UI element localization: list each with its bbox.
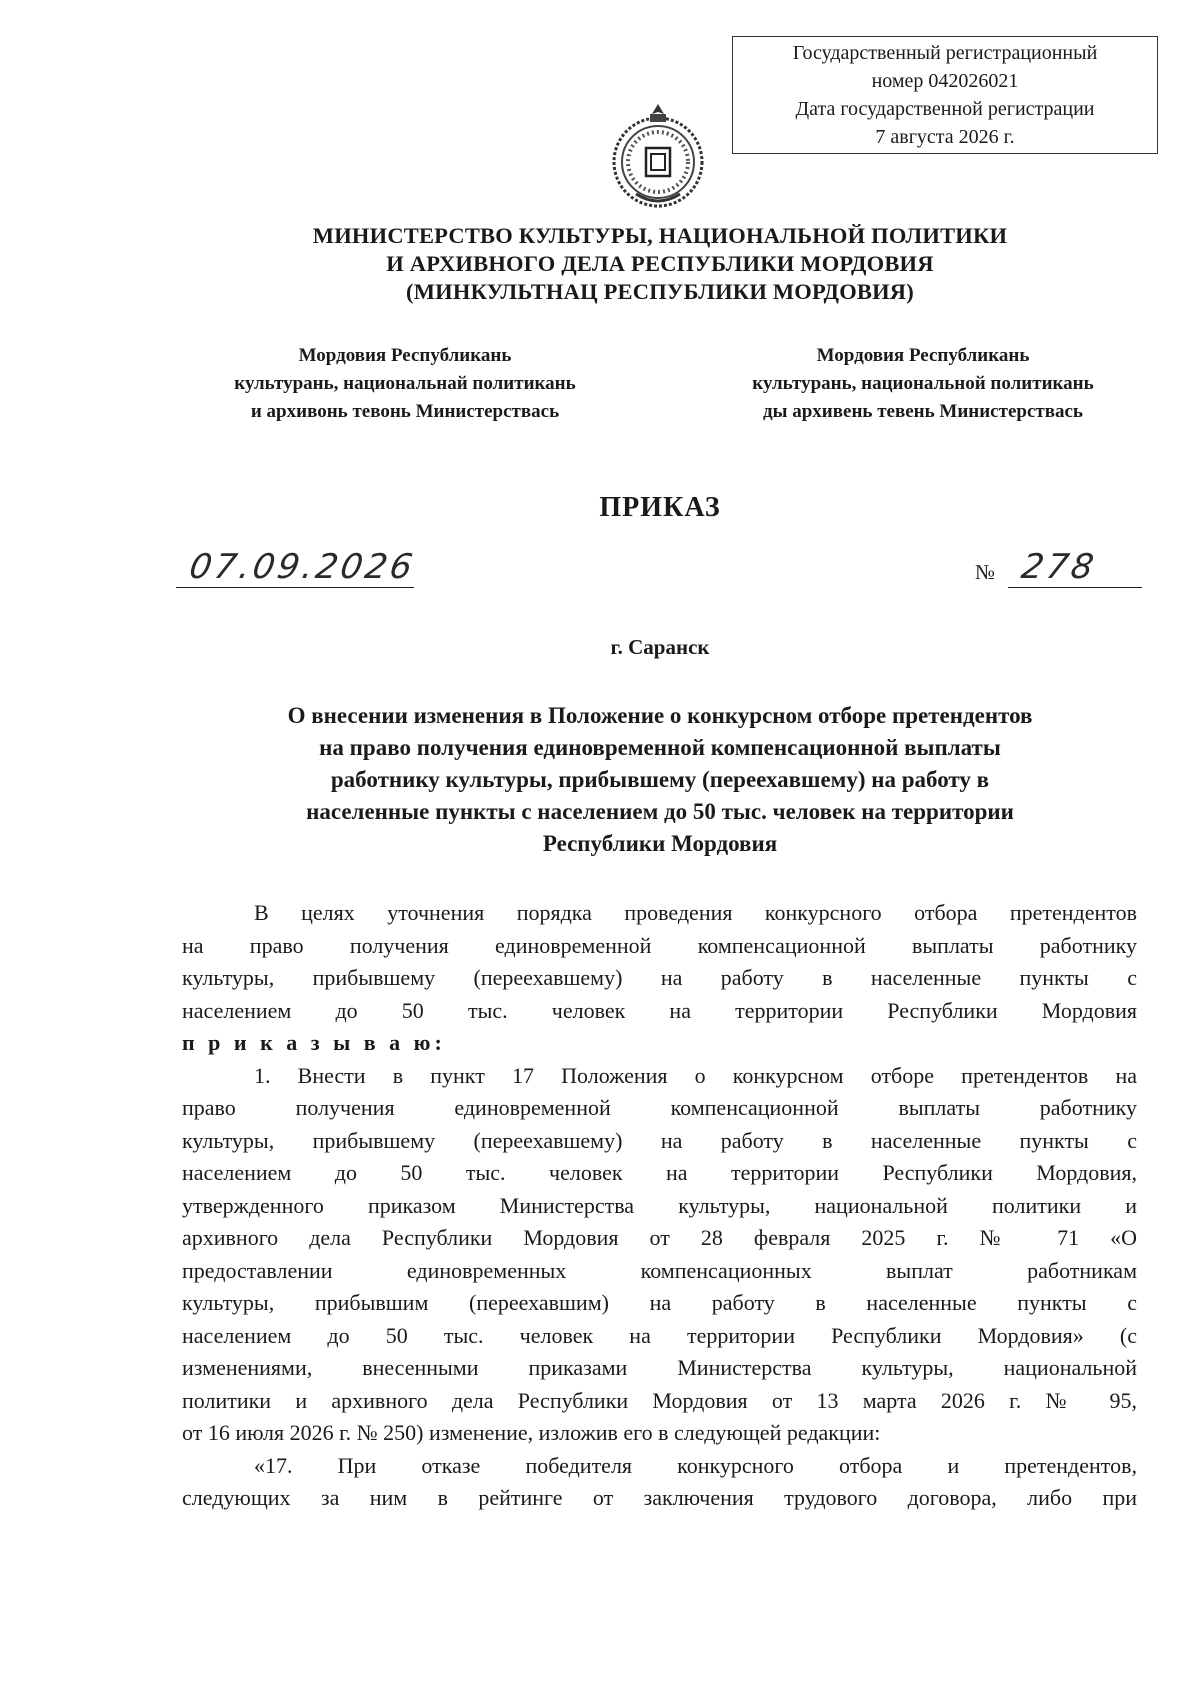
body-line: политики и архивного дела Республики Мордовия от 13 марта 2026 г. № 95,: [182, 1387, 1137, 1413]
document-type-heading: ПРИКАЗ: [599, 492, 721, 523]
body-line: архивного дела Республики Мордовия от 28 февраля 2025 г. № 71 «О: [182, 1225, 1137, 1250]
body-line: культуры, прибывшим (переехавшим) на работу в населенные пункты с: [182, 1290, 1137, 1315]
coat-of-arms-emblem-icon: [606, 100, 710, 210]
body-line: изменениями, внесенными приказами Министерства культуры, национальной: [182, 1355, 1137, 1380]
body-line: населением до 50 тыс. человек на территории Республики Мордовия,: [182, 1160, 1137, 1185]
moksha-line: и архивонь тевонь Министерствась: [250, 401, 560, 422]
order-title: [160, 700, 1160, 860]
body-line: на право получения единовременной компенсационной выплаты работнику: [182, 932, 1137, 958]
ministry-name-moksha: [170, 342, 640, 426]
body-line: культуры, прибывшему (переехавшему) на работу в населенные пункты с: [182, 965, 1137, 990]
registration-stamp-box: [732, 36, 1158, 154]
body-line: «17. При отказе победителя конкурсного отбора и претендентов,: [254, 1452, 1137, 1478]
order-date-field: [176, 545, 419, 588]
title-line: работнику культуры, прибывшему (переехавшему) на работу в: [330, 767, 990, 792]
title-line: Республики Мордовия: [542, 831, 778, 856]
body-line: культуры, прибывшему (переехавшему) на работу в населенные пункты с: [182, 1127, 1137, 1153]
ministry-abbreviation: (МИНКУЛЬТНАЦ РЕСПУБЛИКИ МОРДОВИЯ): [406, 279, 914, 304]
order-number-handwritten: 278: [1018, 547, 1100, 587]
moksha-line: культурань, национальнай политикань: [234, 373, 576, 394]
title-line: на право получения единовременной компенсационной выплаты: [319, 735, 1001, 760]
body-line: от 16 июля 2026 г. № 250) изменение, изложив его в следующей редакции:: [182, 1420, 881, 1445]
body-line-order-word: п р и к а з ы в а ю:: [182, 1030, 446, 1055]
body-line: право получения единовременной компенсационной выплаты работнику: [182, 1095, 1137, 1120]
body-line: 1. Внести в пункт 17 Положения о конкурсном отборе претендентов на: [254, 1062, 1137, 1088]
ministry-line: И АРХИВНОГО ДЕЛА РЕСПУБЛИКИ МОРДОВИЯ: [386, 251, 934, 276]
body-line: населением до 50 тыс. человек на территории Республики Мордовия: [182, 997, 1137, 1023]
order-body-text: [182, 897, 1137, 1515]
body-line: населением до 50 тыс. человек на территории Республики Мордовия» (с: [182, 1322, 1137, 1348]
moksha-line: Мордовия Республикань: [298, 345, 512, 366]
order-date-handwritten: 07.09.2026: [186, 547, 419, 587]
registration-number: номер 042026021: [871, 70, 1019, 92]
registration-line: Дата государственной регистрации: [795, 98, 1095, 120]
order-number-field: [1008, 545, 1142, 588]
erzya-line: ды архивень тевень Министерствась: [763, 401, 1083, 422]
city-line: г. Саранск: [610, 635, 710, 659]
ministry-line: МИНИСТЕРСТВО КУЛЬТУРЫ, НАЦИОНАЛЬНОЙ ПОЛИТИКИ: [312, 223, 1008, 248]
title-line: населенные пункты с населением до 50 тыс. человек на территории: [306, 799, 1014, 824]
order-number-label: №: [975, 560, 996, 584]
body-line: предоставлении единовременных компенсационных выплат работникам: [182, 1257, 1137, 1283]
body-line: следующих за ним в рейтинге от заключения трудового договора, либо при: [182, 1485, 1137, 1510]
title-line: О внесении изменения в Положение о конкурсном отборе претендентов: [287, 703, 1033, 728]
registration-date: 7 августа 2026 г.: [875, 126, 1015, 148]
ministry-name-erzya: [688, 342, 1158, 426]
erzya-line: Мордовия Республикань: [816, 345, 1030, 366]
erzya-line: культурань, национальной политикань: [752, 373, 1094, 394]
body-line: В целях уточнения порядка проведения конкурсного отбора претендентов: [254, 900, 1137, 925]
body-line: утвержденного приказом Министерства культуры, национальной политики и: [182, 1192, 1137, 1218]
registration-line: Государственный регистрационный: [792, 42, 1098, 64]
ministry-name-russian: [0, 222, 1200, 306]
